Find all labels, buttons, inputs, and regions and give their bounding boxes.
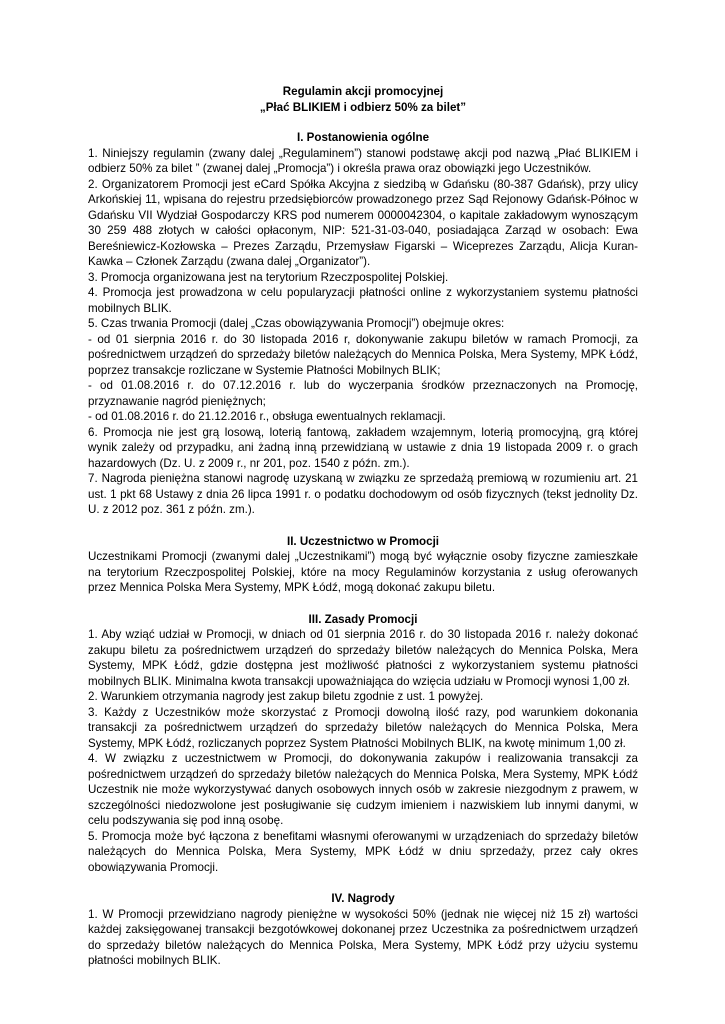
title-line-1: Regulamin akcji promocyjnej	[282, 85, 444, 98]
paragraph: - od 01 sierpnia 2016 r. do 30 listopada 2016 r, dokonywanie zakupu biletów w ramach Promocji, za pośrednictwem urządzeń do sprzedaży biletów należących do Mennica Polska, Mera Systemy, MPK Łódź, poprzez transakcje rozliczane w Systemie Płatności Mobilnych BLIK;	[88, 332, 638, 377]
section-4	[88, 891, 638, 969]
paragraph: 5. Czas trwania Promocji (dalej „Czas obowiązywania Promocji”) obejmuje okres:	[88, 317, 505, 330]
section-2	[88, 534, 638, 596]
paragraph: 2. Warunkiem otrzymania nagrody jest zakup biletu zgodnie z ust. 1 powyżej.	[88, 690, 484, 703]
section-heading: III. Zasady Promocji	[308, 612, 418, 626]
section-heading: II. Uczestnictwo w Promocji	[286, 534, 440, 548]
paragraph: 1. W Promocji przewidziano nagrody pieniężne w wysokości 50% (jednak nie więcej niż 15 zł) wartości każdej zaksięgowanej transakcji bezgotówkowej dokonanej przez Uczestnika za pośrednictwem urządzeń do sprzedaży biletów należących do Mennica Polska, Mera Systemy, MPK Łódź przy użyciu systemu płatności mobilnych BLIK.	[88, 907, 638, 967]
paragraph: 4. Promocja jest prowadzona w celu popularyzacji płatności online z wykorzystaniem systemu płatności mobilnych BLIK.	[88, 286, 638, 315]
section-heading: I. Postanowienia ogólne	[296, 131, 430, 144]
document-body	[88, 130, 638, 969]
paragraph: Uczestnikami Promocji (zwanymi dalej „Uczestnikami”) mogą być wyłącznie osoby fizyczne zamieszkałe na terytorium Rzeczpospolitej Polskiej, które na mocy Regulaminów korzystania z usług oferowanych przez Mennica Polska Mera Systemy, MPK Łódź, mogą dokonać zakupu biletu.	[88, 550, 638, 594]
paragraph: - od 01.08.2016 r. do 07.12.2016 r. lub do wyczerpania środków przeznaczonych na Promocję, przyznawanie nagród pieniężnych;	[88, 379, 638, 408]
section-3	[88, 612, 638, 876]
paragraph: 3. Każdy z Uczestników może skorzystać z Promocji dowolną ilość razy, pod warunkiem dokonania transakcji za pośrednictwem urządzeń do sprzedaży biletów należących do Mennica Polska, Mera Systemy, MPK Łódź, rozliczanych poprzez System Płatności Mobilnych BLIK, na kwotę minimum 1,00 zł.	[88, 705, 638, 750]
document-page	[88, 84, 638, 985]
section-1	[88, 130, 638, 518]
paragraph: 4. W związku z uczestnictwem w Promocji, do dokonywania zakupów i realizowania transakcji za pośrednictwem urządzeń do sprzedaży biletów należących do Mennica Polska, Mera Systemy, MPK Łódź Uczestnik nie może wykorzystywać danych osobowych innych osób w zakresie niezgodnym z prawem, w szczególności niedozwolone jest posługiwanie się cudzym imieniem i nazwiskiem lub innymi danymi, w celu podszywania się pod inną osobę.	[88, 752, 638, 827]
document-title	[88, 84, 638, 115]
paragraph: 1. Aby wziąć udział w Promocji, w dniach od 01 sierpnia 2016 r. do 30 listopada 2016 r. należy dokonać zakupu biletu za pośrednictwem urządzeń do sprzedaży biletów należących do Mennica Polska, Mera Systemy, MPK Łódź, gdzie dostępna jest możliwość płatności z wykorzystaniem systemu płatności mobilnych BLIK. Minimalna kwota transakcji upoważniająca do wzięcia udziału w Promocji wynosi 1,00 zł.	[88, 628, 638, 688]
section-heading: IV. Nagrody	[331, 892, 395, 905]
title-line-2: „Płać BLIKIEM i odbierz 50% za bilet”	[259, 100, 467, 114]
paragraph: 3. Promocja organizowana jest na terytorium Rzeczpospolitej Polskiej.	[88, 270, 449, 284]
paragraph: 5. Promocja może być łączona z benefitami własnymi oferowanymi w urządzeniach do sprzedaży biletów należących do Mennica Polska, Mera Systemy, MPK Łódź w dniu sprzedaży, przez cały okres obowiązywania Promocji.	[88, 829, 638, 874]
paragraph: 7. Nagroda pieniężna stanowi nagrodę uzyskaną w związku ze sprzedażą premiową w rozumieniu art. 21 ust. 1 pkt 68 Ustawy z dnia 26 lipca 1991 r. o podatku dochodowym od osób fizycznych (tekst jednolity Dz. U. z 2012 poz. 361 z późn. zm.).	[88, 472, 638, 516]
paragraph: 2. Organizatorem Promocji jest eCard Spółka Akcyjna z siedzibą w Gdańsku (80-387 Gdańsk), przy ulicy Arkońskiej 11, wpisana do rejestru przedsiębiorców prowadzonego przez Sąd Rejonowy Gdańsk-Północ w Gdańsku VII Wydział Gospodarczy KRS pod numerem 0000042304, o kapitale zakładowym wynoszącym 30 259 488 złotych w całości opłaconym, NIP: 521-31-03-040, posiadająca Zarząd w osobach: Ewa Bereśniewicz-Kozłowska – Prezes Zarządu, Przemysław Figarski – Wiceprezes Zarządu, Alicja Kuran-Kawka – Członek Zarządu (zwana dalej „Organizator”).	[88, 177, 638, 268]
paragraph: 1. Niniejszy regulamin (zwany dalej „Regulaminem”) stanowi podstawę akcji pod nazwą „Płać BLIKIEM i odbierz 50% za bilet ” (zwanej dalej „Promocja”) i określa prawa oraz obowiązki jego Uczestników.	[88, 146, 638, 175]
paragraph: 6. Promocja nie jest grą losową, loterią fantową, zakładem wzajemnym, loterią promocyjną, grą której wynik zależy od przypadku, ani żadną inną przewidzianą w ustawie z dnia 19 listopada 2009 r. o grach hazardowych (Dz. U. z 2009 r., nr 201, poz. 1540 z późn. zm.).	[88, 425, 638, 470]
paragraph: - od 01.08.2016 r. do 21.12.2016 r., obsługa ewentualnych reklamacji.	[88, 410, 446, 423]
